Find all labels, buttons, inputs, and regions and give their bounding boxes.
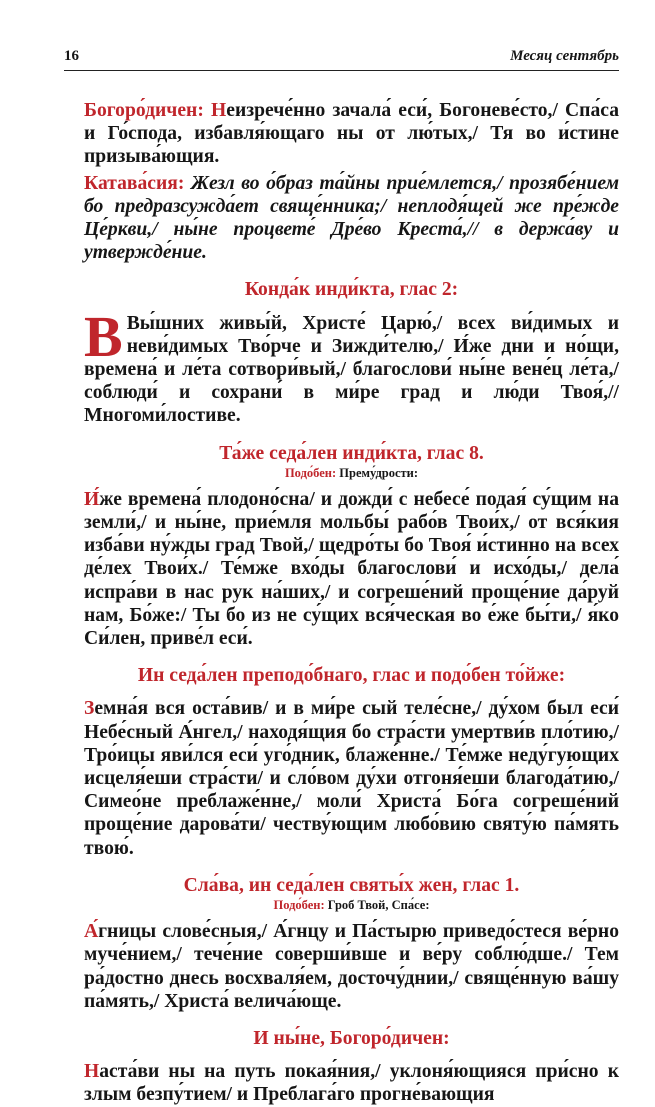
bogorodichen-paragraph [84,99,619,169]
podoben-text: Прему́дрости: [339,465,419,480]
podoben-label: Подо́бен: [284,465,337,480]
inyne-heading: И ны́не, Богоро́дичен: [253,1027,450,1049]
kondak-text: Вы́шних живы́й, Христе́ Царю́,/ всех ви́димых и неви́димых Тво́рче и Зижди́телю,/ И́же дни и но́щи, времена́ и ле́та сотвори́вый,/ благослови́ ны́не вене́ц ле́та,/ соблюди́ и сохрани́ в ми́ре град и лю́ди Твоя́,// Многоми́лостиве. [84,312,619,427]
sedalen-indikta-podoben [84,466,619,481]
slava-paragraph [84,920,619,1013]
sedalen-indikta-initial: И́ [84,488,100,510]
slava-podoben-label: Подо́бен: [273,898,325,913]
kondak-paragraph [84,303,619,428]
sedalen-prepodobnago-text: емна́я вся оста́вив/ и в ми́ре сый теле́сне,/ ду́хом был еси́ Небе́сный А́нгел,/ находя́щия бо стра́сти умертви́в пло́тию,/ Тро́ицы яви́лся еси́ уго́дник, блаже́нне./ Те́мже неду́гующих исцеля́еши стра́сти/ и сло́вом ду́хи отгоня́еши благода́тию,/ Симео́не преблаже́нне,/ моли́ Христа́ Бо́га согреше́ний проще́ние дарова́ти/ честву́ющим любо́вию святу́ю па́мять твою́. [84,698,619,859]
katavasia-text: Жезл во о́браз та́йны прие́млется,/ прозябе́нием бо предразсужда́ет свяще́нника;/ неплодя́щей же пре́жде Це́ркви,/ ны́не процвете́ Дре́во Креста́,// в держа́ву и утвержде́ние. [84,172,619,264]
page-content [84,99,619,1107]
slava-podoben [84,898,619,913]
kondak-heading: Конда́к инди́кта, глас 2: [244,279,459,301]
running-title: Месяц сентябрь [510,48,619,64]
bogorodichen-text: еизрече́нно зачала́ еси́, Богоневе́сто,/ Спа́са и Го́спода, избавля́ющаго ны от лю́тых,/ Тя во и́стине призыва́ющия. [84,100,619,168]
katavasia-paragraph [84,172,619,265]
sedalen-indikta-paragraph [84,488,619,650]
slava-initial: А́ [84,921,99,943]
inyne-initial: Н [84,1061,100,1083]
katavasia-label: Катава́сия: [84,172,185,194]
slava-podoben-text: Гроб Твой, Спа́се: [327,898,430,913]
bogorodichen-initial: Н [211,100,227,121]
sedalen-prepodobnago-heading: Ин седа́лен преподо́бнаго, глас и подо́бен то́йже: [137,665,566,687]
inyne-text: аста́ви ны на путь покая́ния,/ уклоня́ющияся при́сно к злым безпу́тием/ и Преблага́го прогне́вающия [84,1061,619,1106]
sedalen-prepodobnago-initial: З [84,698,95,720]
sedalen-indikta-heading: Та́же седа́лен инди́кта, глас 8. [219,442,484,464]
sedalen-prepodobnago-paragraph [84,697,619,859]
page-number: 16 [64,48,79,64]
slava-heading: Сла́ва, ин седа́лен святы́х жен, глас 1. [183,874,520,896]
inyne-paragraph [84,1060,619,1106]
sedalen-indikta-text: же времена́ плодоно́сна/ и дожди́ с небесе́ подая́ су́щим на земли́,/ и ны́не, прие́мля мольбы́ рабо́в Твои́х,/ от вся́кия изба́ви ну́жды град Твой,/ щедро́ты бо Твоя́ и́стинно на всех де́лех Твои́х./ Те́мже вхо́ды благослови́ и исхо́ды,/ дела́ испра́ви в нас рук на́ших,/ и согреше́ний проще́ние да́руй нам, Бо́же:/ Ты бо из не су́щих вся́ческая во е́же бы́ти,/ я́ко Си́лен, приве́л еси́. [84,488,619,650]
page-header [64,48,619,71]
kondak-dropcap: В [84,303,123,369]
slava-text: гницы слове́сныя,/ А́гнцу и Па́стырю приведо́стеся ве́рно муче́нием,/ тече́ние соверши́вше и ве́ру соблю́дше./ Тем ра́достно днесь восхваля́ем, досточу́днии,/ свяще́нную ва́шу па́мять,/ Христа́ велича́юще. [84,921,619,1012]
bogorodichen-label: Богоро́дичен: [84,100,204,121]
